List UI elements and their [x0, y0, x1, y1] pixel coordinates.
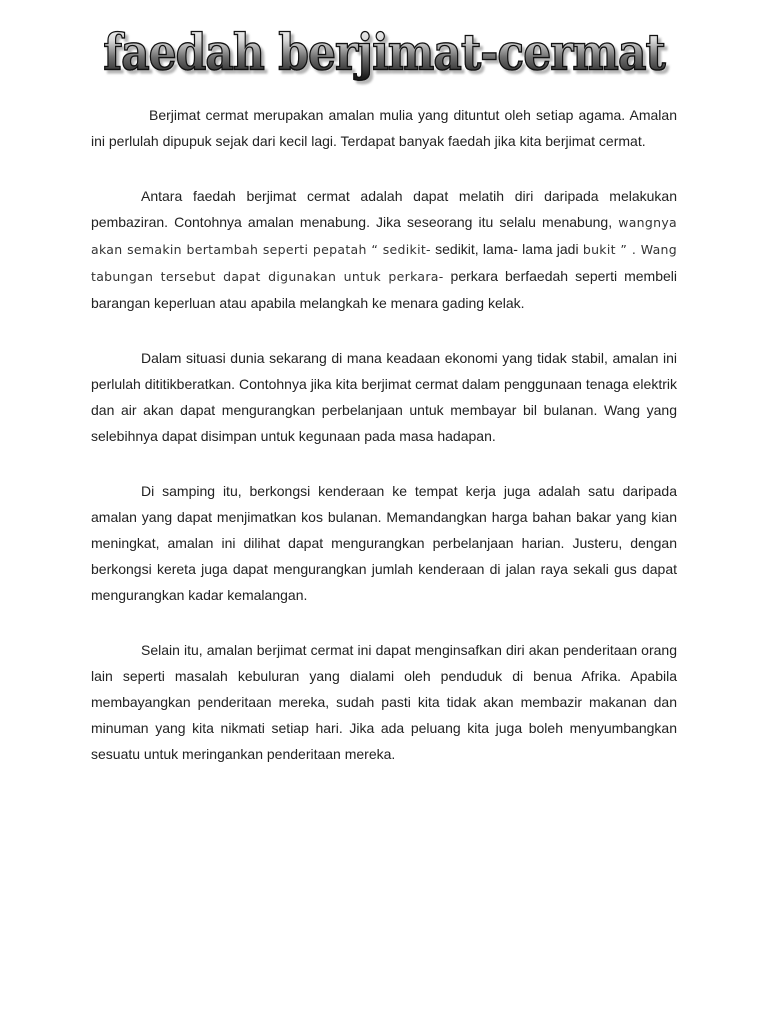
paragraph-saving-lead: Antara faedah berjimat cermat adalah dapat melatih diri daripada melakukan pembaziran. Contohnya amalan menabung. Jika seseorang itu selalu menabung, — [91, 188, 677, 230]
paragraph-carpool: Di samping itu, berkongsi kenderaan ke tempat kerja juga adalah satu daripada amalan yang dapat menjimatkan kos bulanan. Memandangkan harga bahan bakar yang kian meningkat, amalan ini dilihat dapat mengurangkan perbelanjaan harian. Justeru, dengan berkongsi kereta juga dapat mengurangkan jumlah kenderaan di jalan raya sekali gus dapat mengurangkan kadar kemalangan. — [91, 483, 677, 603]
document-body — [91, 102, 677, 796]
document-title: faedah berjimat-cermat — [103, 20, 665, 87]
paragraph-saving-mid: sedikit, lama- lama jadi — [430, 241, 579, 257]
paragraph-economy: Dalam situasi dunia sekarang di mana keadaan ekonomi yang tidak stabil, amalan ini perlulah dititikberatkan. Contohnya jika kita berjimat cermat dalam penggunaan tenaga elektrik dan air akan dapat mengurangkan perbelanjaan untuk membayar bil bulanan. Wang yang selebihnya dapat disimpan untuk kegunaan pada masa hadapan. — [91, 350, 677, 444]
paragraph-empathy: Selain itu, amalan berjimat cermat ini dapat menginsafkan diri akan penderitaan orang lain seperti masalah kebuluran yang dialami oleh penduduk di benua Afrika. Apabila membayangkan penderitaan mereka, sudah pasti kita tidak akan membazir makanan dan minuman yang kita nikmati setiap hari. Jika ada peluang kita juga boleh menyumbangkan sesuatu untuk meringankan penderitaan mereka. — [91, 642, 677, 762]
paragraph-intro: Berjimat cermat merupakan amalan mulia yang dituntut oleh setiap agama. Amalan ini perlulah dipupuk sejak dari kecil lagi. Terdapat banyak faedah jika kita berjimat cermat. — [91, 107, 677, 149]
paragraph-saving-proverb-a: wangnya akan semakin bertambah seperti pepatah “ sedikit- — [91, 215, 678, 257]
paragraph-saving-tail: perkara berfaedah seperti membeli barangan keperluan atau apabila melangkah ke menara gading kelak. — [91, 268, 677, 311]
paragraph-saving — [91, 183, 677, 316]
title-container — [0, 24, 768, 84]
paragraph-saving-proverb-b: bukit ” . Wang tabungan tersebut dapat digunakan untuk perkara- — [91, 242, 678, 284]
